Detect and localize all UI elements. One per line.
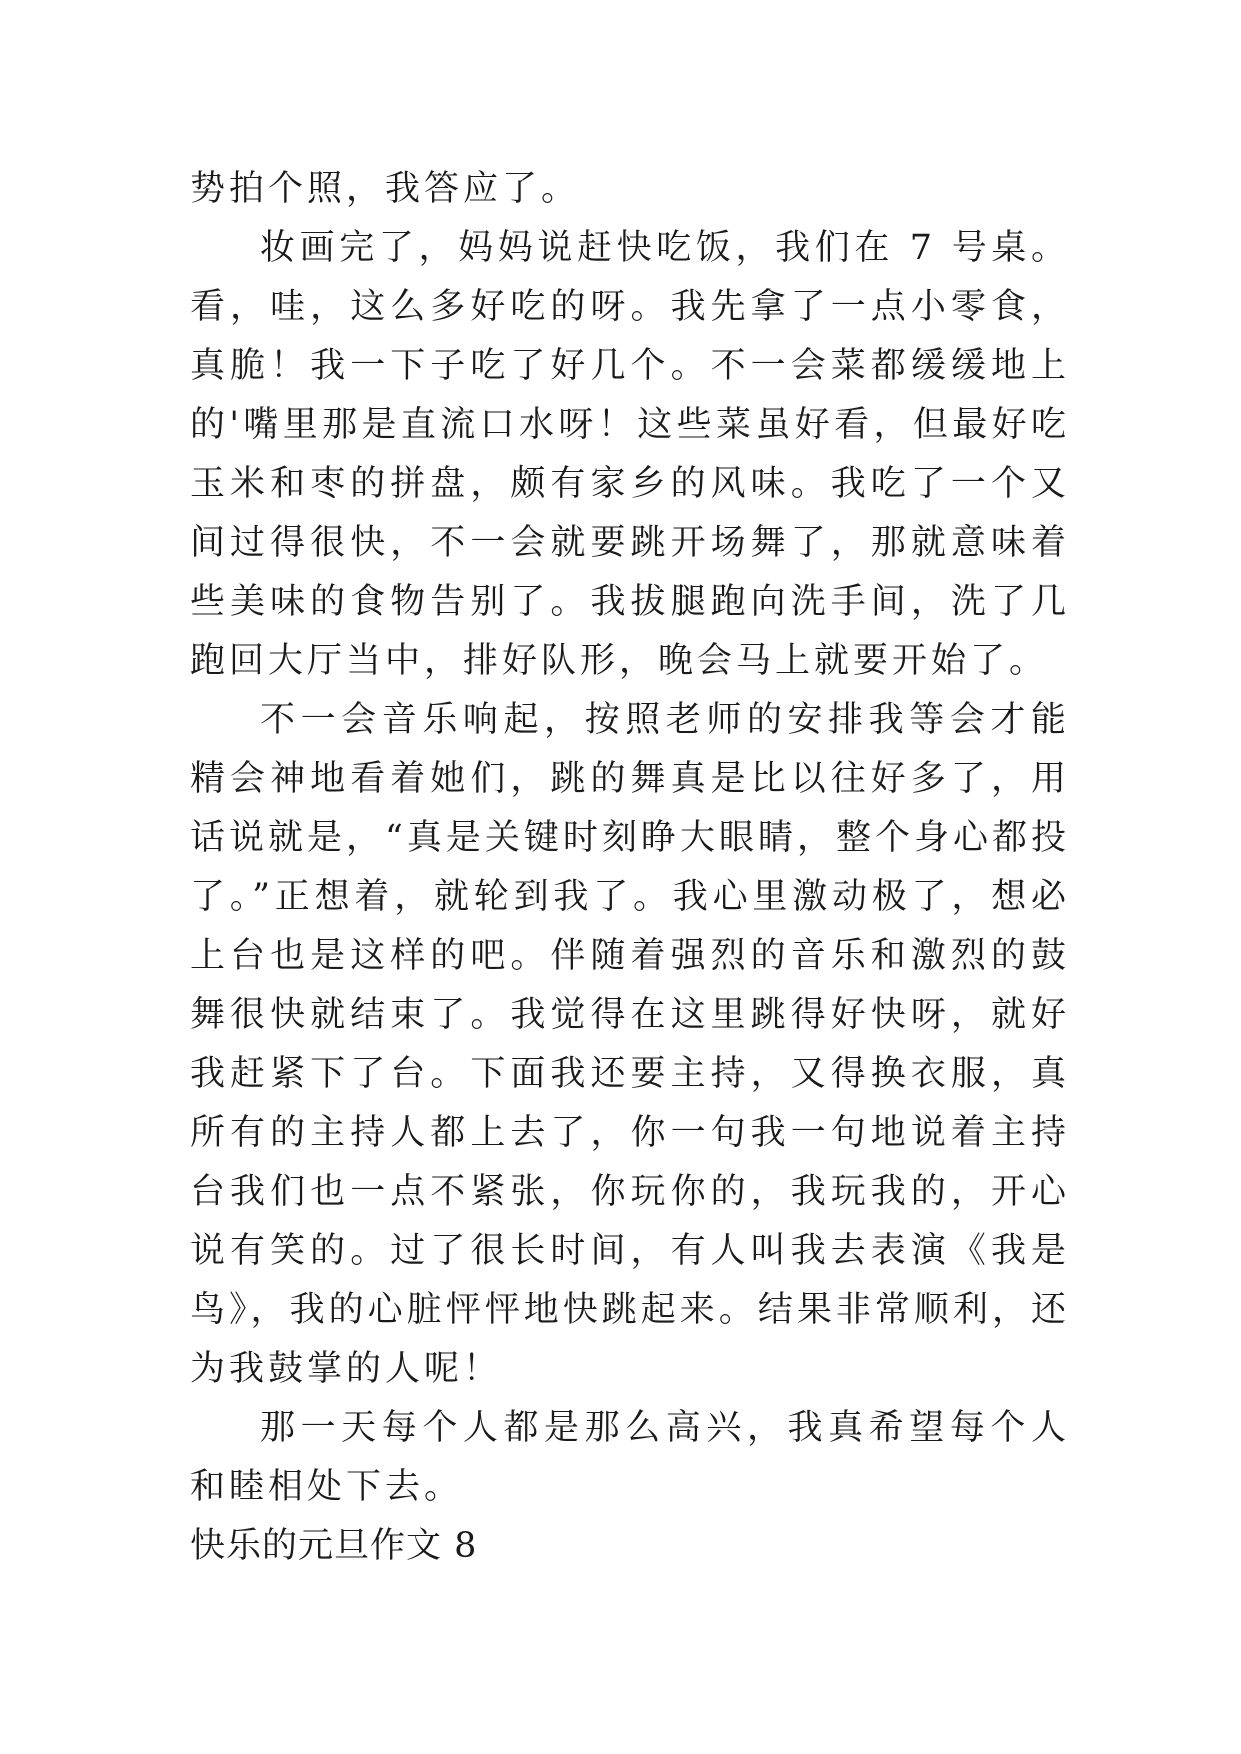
text-line: 妆画完了，妈妈说赶快吃饭，我们在 7 号桌。 [260, 228, 1070, 268]
text-line: 真脆！我一下子吃了好几个。不一会菜都缓缓地上 [190, 346, 1070, 386]
text-line: 我赶紧下了台。下面我还要主持，又得换衣服，真 [190, 1054, 1070, 1094]
text-line: 精会神地看着她们，跳的舞真是比以往好多了，用 [190, 759, 1070, 799]
text-line: 台我们也一点不紧张，你玩你的，我玩我的，开心 [190, 1172, 1070, 1212]
text-line: 看，哇，这么多好吃的呀。我先拿了一点小零食， [190, 287, 1070, 327]
text-line: 间过得很快，不一会就要跳开场舞了，那就意味着 [190, 523, 1070, 563]
text-line: 的'嘴里那是直流口水呀！这些菜虽好看，但最好吃 [190, 405, 1070, 445]
text-line: 说有笑的。过了很长时间，有人叫我去表演《我是 [190, 1231, 1070, 1271]
text-line: 话说就是，“真是关键时刻睁大眼睛，整个身心都投 [190, 818, 1070, 858]
text-line: 那一天每个人都是那么高兴，我真希望每个人 [260, 1408, 1070, 1448]
text-line: 些美味的食物告别了。我拔腿跑向洗手间，洗了几 [190, 582, 1070, 622]
text-line: 了。”正想着，就轮到我了。我心里激动极了，想必 [190, 877, 1070, 917]
text-line: 势拍个照，我答应了。 [190, 169, 581, 209]
text-line: 跑回大厅当中，排好队形，晚会马上就要开始了。 [190, 641, 1049, 681]
text-line: 上台也是这样的吧。伴随着强烈的音乐和激烈的鼓 [190, 936, 1070, 976]
text-line: 为我鼓掌的人呢！ [190, 1349, 503, 1389]
text-line: 不一会音乐响起，按照老师的安排我等会才能 [260, 700, 1070, 740]
text-line: 所有的主持人都上去了，你一句我一句地说着主持 [190, 1113, 1070, 1153]
essay-body [190, 160, 1070, 1576]
section-title: 快乐的元旦作文 8 [190, 1526, 478, 1566]
text-line: 鸟》，我的心脏怦怦地快跳起来。结果非常顺利，还 [190, 1290, 1070, 1330]
text-line: 和睦相处下去。 [190, 1467, 464, 1507]
text-line: 玉米和枣的拼盘，颇有家乡的风味。我吃了一个又 [190, 464, 1070, 504]
text-line: 舞很快就结束了。我觉得在这里跳得好快呀，就好 [190, 995, 1070, 1035]
